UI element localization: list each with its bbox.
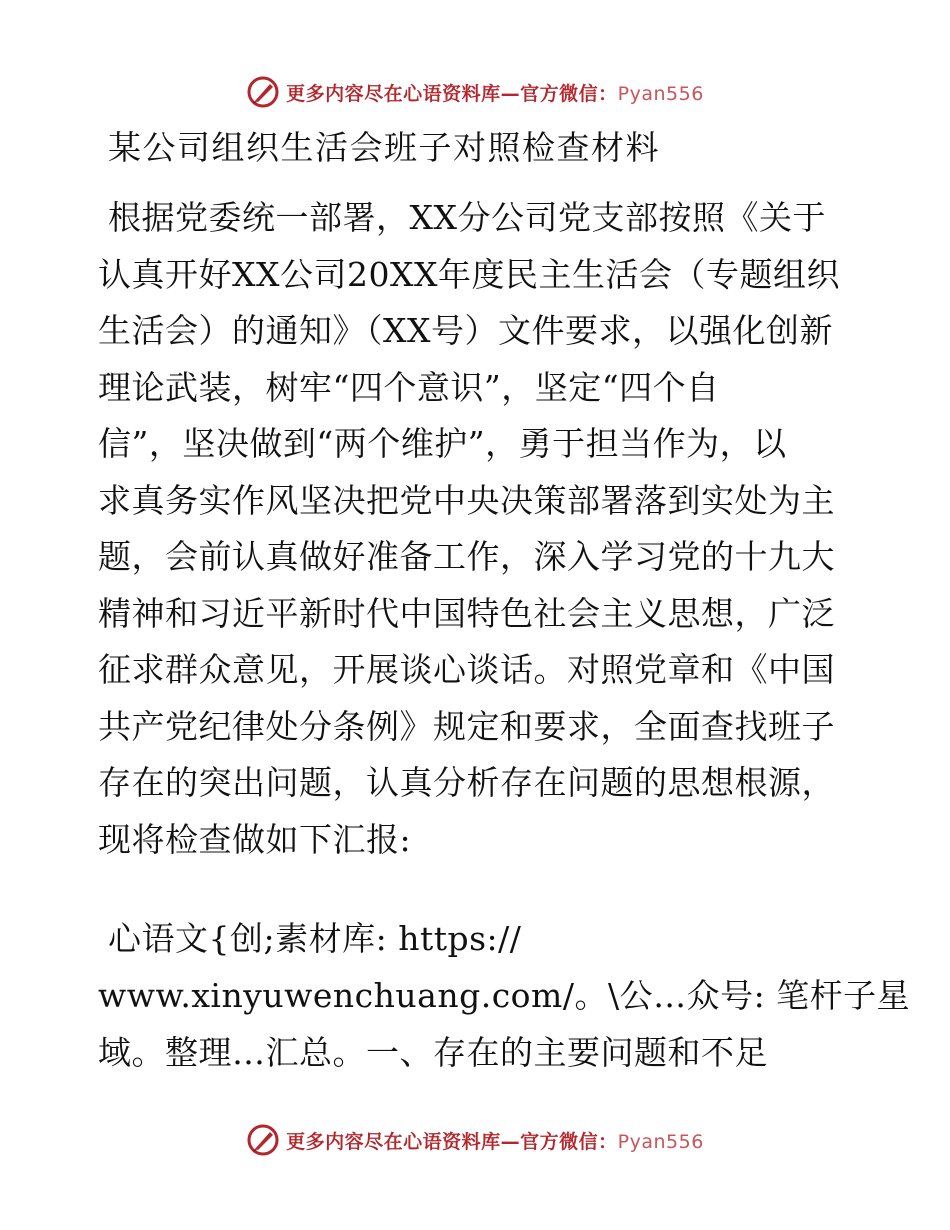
source-line: 域。整理…汇总。一、存在的主要问题和不足 [98, 1033, 768, 1072]
body-line: 题，会前认真做好准备工作，深入学习党的十九大 [98, 537, 835, 576]
source-line: www.xinyuwenchuang.com/。\公…众号: 笔杆子星 [98, 976, 911, 1015]
body-line: 现将检查做如下汇报: [98, 819, 412, 859]
banner-text: 更多内容尽在心语资料库—官方微信：Pyan556 [286, 1130, 704, 1153]
source-line: 心语文{创;素材库: https:// [108, 919, 522, 958]
header-watermark-banner [0, 70, 950, 114]
quill-pen-logo-icon [246, 1123, 280, 1157]
body-line: 理论武装，树牢“四个意识”，坚定“四个自 [98, 367, 720, 407]
body-line: 征求群众意见，开展谈心谈话。对照党章和《中国 [98, 650, 835, 689]
body-line: 信”，坚决做到“两个维护”，勇于担当作为，以 [98, 424, 787, 463]
body-line: 精神和习近平新时代中国特色社会主义思想，广泛 [98, 593, 835, 633]
banner-handle: Pyan556 [617, 1130, 704, 1153]
source-note [98, 910, 911, 1081]
body-line: 生活会）的通知》（XX号）文件要求，以强化创新 [98, 311, 833, 350]
document-body [98, 190, 878, 868]
quill-pen-logo-icon [246, 75, 280, 109]
body-line: 存在的突出问题，认真分析存在问题的思想根源， [98, 763, 835, 802]
body-line: 共产党纪律处分条例》规定和要求，全面查找班子 [98, 706, 835, 746]
banner-text: 更多内容尽在心语资料库—官方微信：Pyan556 [286, 82, 704, 105]
body-line: 根据党委统一部署，XX分公司党支部按照《关于 [108, 198, 826, 237]
document-title: 某公司组织生活会班子对照检查材料 [108, 128, 660, 167]
body-line: 认真开好XX公司20XX年度民主生活会（专题组织 [98, 254, 840, 294]
body-line: 求真务实作风坚决把党中央决策部署落到实处为主 [98, 480, 835, 520]
footer-watermark-banner [0, 1118, 950, 1162]
banner-handle: Pyan556 [617, 82, 704, 105]
